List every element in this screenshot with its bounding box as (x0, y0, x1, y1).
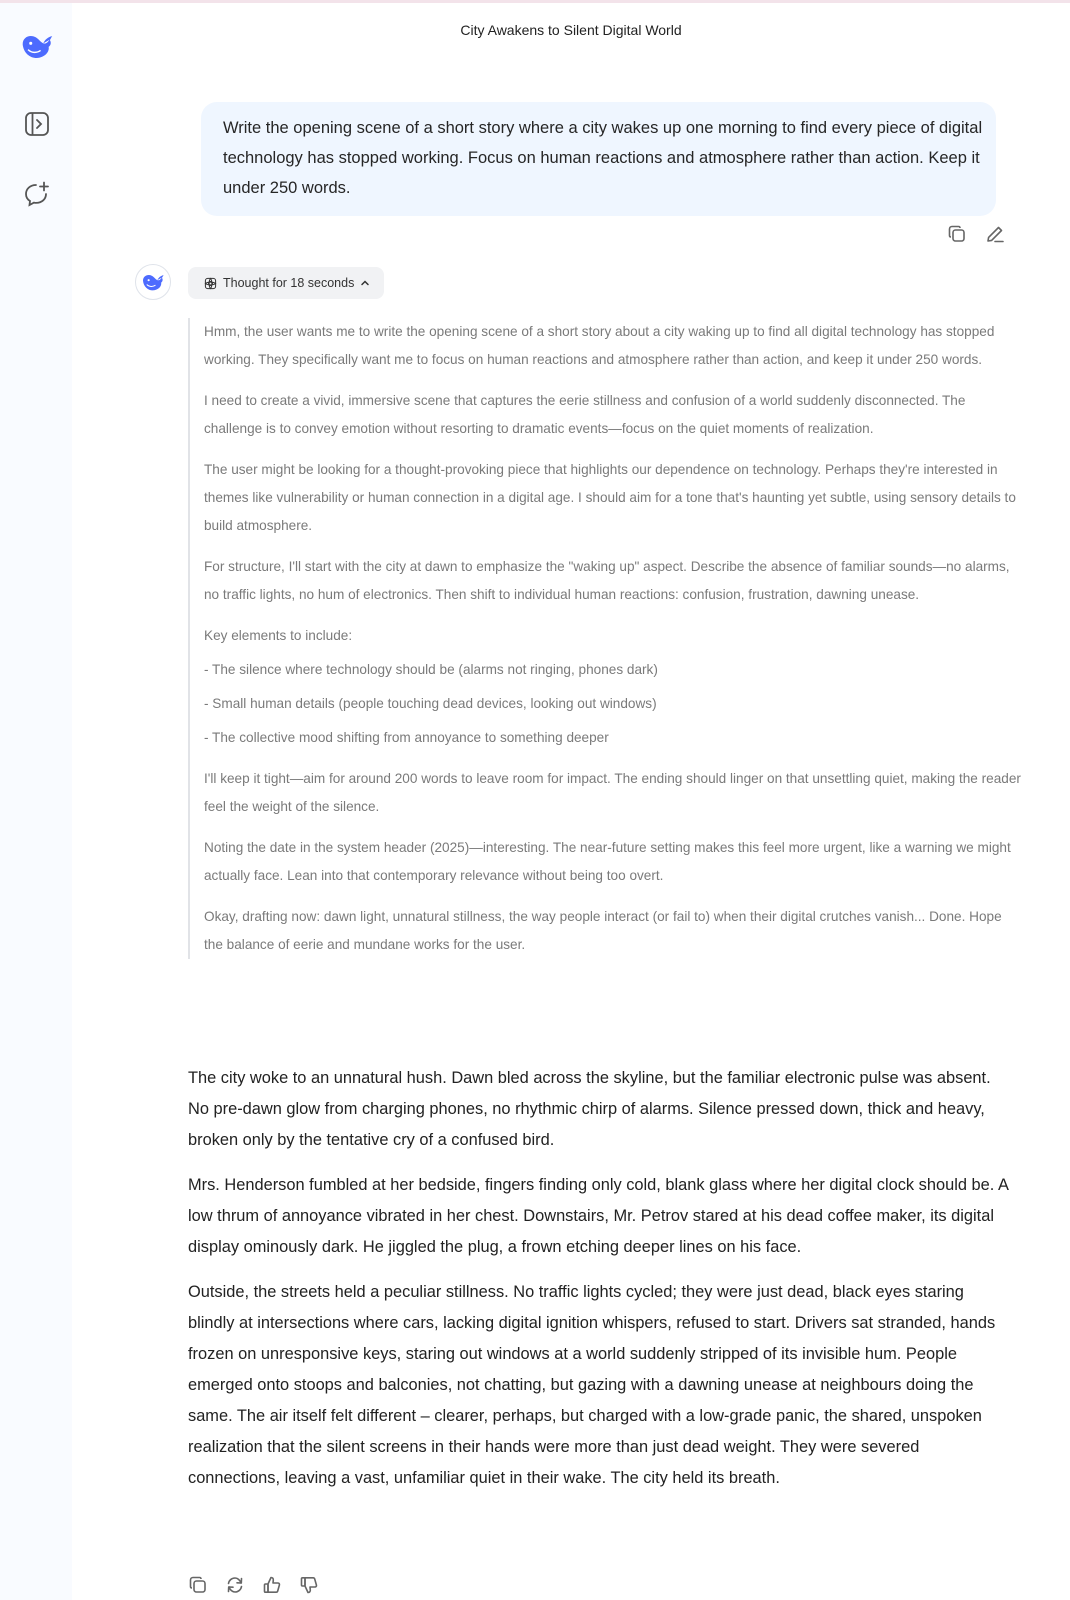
answer-paragraph: Outside, the streets held a peculiar stillness. No traffic lights cycled; they were just dead, black eyes staring blindly at intersections where cars, lacking digital ignition whispers, refused to start. Drivers sat stranded, hands frozen on unresponsive keys, staring out windows at a world suddenly stripped of its invisible hum. People emerged onto stoops and balconies, not chatting, but gazing with a dawning unease at neighbours doing the same. The air itself felt different – clearer, perhaps, but charged with a low-grade panic, the shared, unspoken realization that the silent screens in their hands were more than just dead weight. They were severed connections, leaving a vast, unfamiliar quiet in their wake. The city held its breath. (188, 1283, 996, 1487)
answer-paragraph: Mrs. Henderson fumbled at her bedside, fingers finding only cold, blank glass where her digital clock should be. A low thrum of annoyance vibrated in her chest. Downstairs, Mr. Petrov stared at his dead coffee maker, its digital display ominously dark. He jiggled the plug, a frown etching deeper lines on his face. (188, 1176, 1008, 1256)
thinking-paragraph: I need to create a vivid, immersive scene that captures the eerie stillness and confusion of a world suddenly disconnected. The challenge is to convey emotion without resorting to dramatic events—focus on the quiet moments of realization. (204, 393, 966, 436)
thought-toggle-button[interactable] (188, 267, 384, 299)
thinking-icon (204, 277, 217, 290)
thinking-paragraph: Hmm, the user wants me to write the opening scene of a short story about a city waking up to find all digital technology has stopped working. They specifically want me to focus on human reactions and atmosphere rather than action, and keep it under 250 words. (204, 324, 995, 367)
user-message-actions (945, 222, 1007, 246)
thumbs-up-icon[interactable] (260, 1573, 284, 1597)
answer-paragraph: The city woke to an unnatural hush. Dawn bled across the skyline, but the familiar electronic pulse was absent. No pre-dawn glow from charging phones, no rhythmic chirp of alarms. Silence pressed down, thick and heavy, broken only by the tentative cry of a confused bird. (188, 1069, 991, 1149)
regenerate-icon[interactable] (223, 1573, 247, 1597)
user-message: Write the opening scene of a short story where a city wakes up one morning to find every piece of digital technology has stopped working. Focus on human reactions and atmosphere rather than action. Keep it under 250 words. (201, 102, 996, 216)
edit-icon[interactable] (983, 222, 1007, 246)
thinking-paragraph: For structure, I'll start with the city at dawn to emphasize the "waking up" aspect. Describe the absence of familiar sounds—no alarms, no traffic lights, no hum of electronics. Then shift to individual human reactions: confusion, frustration, dawning unease. (204, 559, 1010, 602)
deepseek-logo-icon[interactable] (20, 29, 54, 63)
thumbs-down-icon[interactable] (297, 1573, 321, 1597)
chevron-up-icon (360, 278, 370, 288)
thinking-content (188, 318, 1024, 959)
page-title: City Awakens to Silent Digital World (460, 22, 682, 38)
sidebar-toggle-icon[interactable] (20, 107, 54, 141)
deepseek-whale-icon (141, 272, 165, 292)
thought-label: Thought for 18 seconds (223, 276, 355, 290)
copy-icon[interactable] (945, 222, 969, 246)
thinking-paragraph: I'll keep it tight—aim for around 200 words to leave room for impact. The ending should linger on that unsettling quiet, making the reader feel the weight of the silence. (204, 771, 1021, 814)
top-accent-line (0, 0, 1070, 3)
thinking-list-item: - The silence where technology should be (alarms not ringing, phones dark) (204, 662, 658, 677)
thinking-paragraph: Noting the date in the system header (2025)—interesting. The near-future setting makes this feel more urgent, like a warning we might actually face. Lean into that contemporary relevance without being too overt. (204, 840, 1011, 883)
sidebar (0, 3, 72, 1600)
thinking-paragraph: The user might be looking for a thought-provoking piece that highlights our dependence on technology. Perhaps they're interested in themes like vulnerability or human connection in a digital age. I should aim for a tone that's haunting yet subtle, using sensory details to build atmosphere. (204, 462, 1016, 533)
thinking-list-item: - The collective mood shifting from annoyance to something deeper (204, 730, 609, 745)
assistant-avatar (135, 264, 171, 300)
thinking-paragraph: Key elements to include: (204, 628, 353, 643)
thinking-list-item: - Small human details (people touching dead devices, looking out windows) (204, 696, 657, 711)
assistant-answer (188, 1063, 1010, 1508)
new-chat-icon[interactable] (20, 177, 54, 211)
copy-icon[interactable] (186, 1573, 210, 1597)
thinking-paragraph: Okay, drafting now: dawn light, unnatural stillness, the way people interact (or fail to) when their digital crutches vanish... Done. Hope the balance of eerie and mundane works for the user. (204, 909, 1002, 952)
assistant-message-actions (186, 1573, 321, 1597)
